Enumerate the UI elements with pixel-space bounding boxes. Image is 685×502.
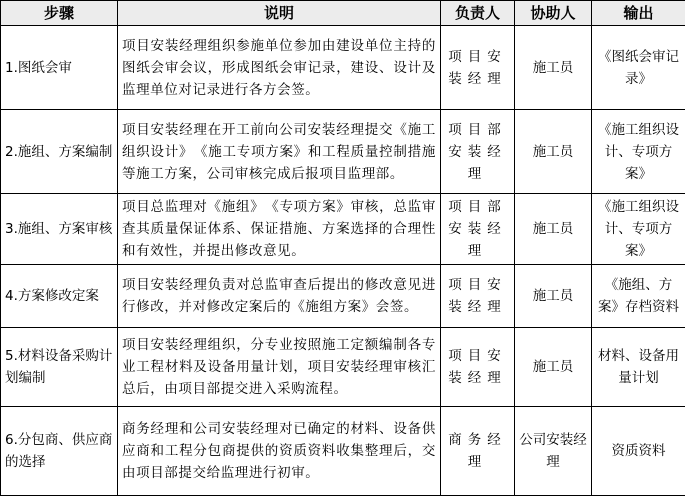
owner-cell: 项目部安装经理 xyxy=(441,194,515,265)
assistant-cell: 施工员 xyxy=(515,194,592,265)
description-cell: 商务经理和公司安装经理对已确定的材料、设备供应商和工程分包商提供的资质资料收集整理后，交由项目部提交给监理进行初审。 xyxy=(118,407,441,496)
table-row xyxy=(1,328,685,407)
step-cell: 4.方案修改定案 xyxy=(1,265,118,328)
description-cell: 项目安装经理组织，分专业按照施工定额编制各专业工程材料及设备用量计划，项目安装经理审核汇总后，由项目部提交进入采购流程。 xyxy=(118,328,441,407)
owner-cell: 项目安装经理 xyxy=(441,265,515,328)
step-cell: 6.分包商、供应商的选择 xyxy=(1,407,118,496)
assistant-cell: 施工员 xyxy=(515,26,592,110)
header-owner: 负责人 xyxy=(441,1,515,26)
assistant-cell: 施工员 xyxy=(515,110,592,194)
assistant-cell: 施工员 xyxy=(515,328,592,407)
output-cell: 材料、设备用量计划 xyxy=(592,328,685,407)
owner-cell: 项目部安装经理 xyxy=(441,110,515,194)
description-cell: 项目安装经理在开工前向公司安装经理提交《施工组织设计》 《施工专项方案》和工程质量控制措施等施工方案，公司审核完成后报项目监理部。 xyxy=(118,110,441,194)
step-cell: 5.材料设备采购计划编制 xyxy=(1,328,118,407)
output-cell: 《施组、方案》存档资料 xyxy=(592,265,685,328)
header-row xyxy=(1,1,685,26)
step-cell: 2.施组、方案编制 xyxy=(1,110,118,194)
output-cell: 资质资料 xyxy=(592,407,685,496)
description-cell: 项目安装经理组织参施单位参加由建设单位主持的图纸会审会议，形成图纸会审记录，建设、设计及监理单位对记录进行各方会签。 xyxy=(118,26,441,110)
header-output: 输出 xyxy=(592,1,685,26)
table-row xyxy=(1,194,685,265)
header-assistant: 协助人 xyxy=(515,1,592,26)
owner-cell: 商务经理 xyxy=(441,407,515,496)
table-row xyxy=(1,265,685,328)
header-description: 说明 xyxy=(118,1,441,26)
output-cell: 《施工组织设计、专项方案》 xyxy=(592,194,685,265)
output-cell: 《图纸会审记录》 xyxy=(592,26,685,110)
output-cell: 《施工组织设计、专项方案》 xyxy=(592,110,685,194)
description-cell: 项目安装经理负责对总监审查后提出的修改意见进行修改，并对修改定案后的《施组方案》会签。 xyxy=(118,265,441,328)
table-row xyxy=(1,26,685,110)
step-cell: 3.施组、方案审核 xyxy=(1,194,118,265)
owner-cell: 项目安装经理 xyxy=(441,26,515,110)
header-step: 步骤 xyxy=(1,1,118,26)
assistant-cell: 施工员 xyxy=(515,265,592,328)
description-cell: 项目总监理对《施组》 《专项方案》审核，总监审查其质量保证体系、保证措施、方案选择的合理性和有效性，并提出修改意见。 xyxy=(118,194,441,265)
table-row xyxy=(1,110,685,194)
owner-cell: 项目安装经理 xyxy=(441,328,515,407)
step-cell: 1.图纸会审 xyxy=(1,26,118,110)
table-row xyxy=(1,407,685,496)
assistant-cell: 公司安装经理 xyxy=(515,407,592,496)
